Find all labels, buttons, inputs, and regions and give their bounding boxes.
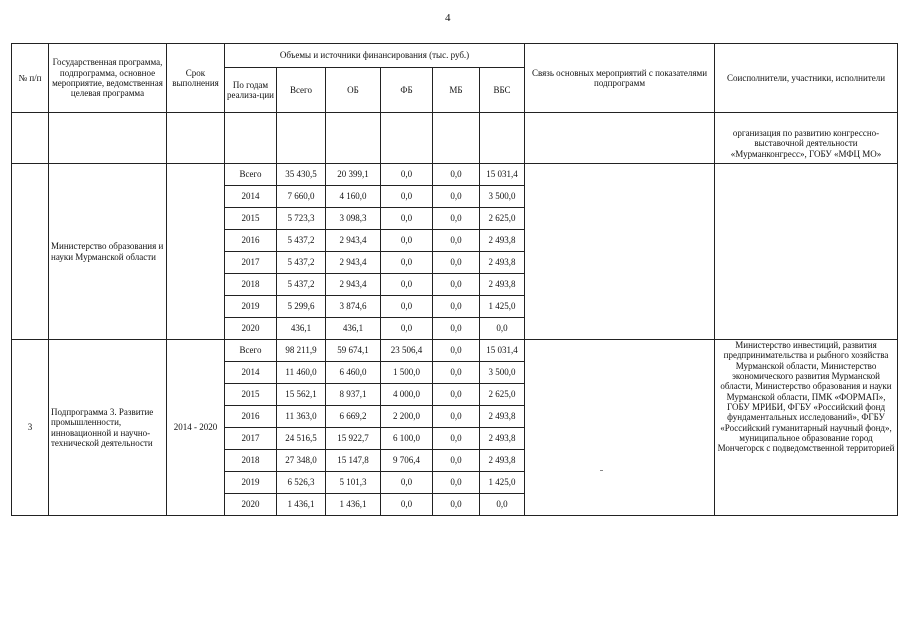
carry-over-coexecutors: организация по развитию конгрессно-выставочной деятельности «Мурманконгресс», ГОБУ «МФЦ МО» <box>715 113 898 164</box>
mb-cell: 0,0 <box>433 340 480 362</box>
fb-cell: 2 200,0 <box>381 406 433 428</box>
table-row <box>12 340 898 362</box>
total-cell: 7 660,0 <box>277 186 326 208</box>
vbs-cell: 3 500,0 <box>480 186 525 208</box>
vbs-cell: 0,0 <box>480 494 525 516</box>
header-ob: ОБ <box>326 68 381 113</box>
total-cell: 436,1 <box>277 318 326 340</box>
ob-cell: 20 399,1 <box>326 164 381 186</box>
carry-cell <box>167 113 225 164</box>
year-cell: 2019 <box>225 296 277 318</box>
section-num: 3 <box>12 340 49 516</box>
fb-cell: 0,0 <box>381 472 433 494</box>
section-link-cell <box>525 340 715 516</box>
vbs-cell: 2 625,0 <box>480 208 525 230</box>
fb-cell: 0,0 <box>381 230 433 252</box>
header-total: Всего <box>277 68 326 113</box>
vbs-cell: 1 425,0 <box>480 296 525 318</box>
total-cell: 15 562,1 <box>277 384 326 406</box>
mb-cell: 0,0 <box>433 208 480 230</box>
total-cell: 5 437,2 <box>277 274 326 296</box>
header-vbs: ВБС <box>480 68 525 113</box>
ob-cell: 15 922,7 <box>326 428 381 450</box>
year-cell: 2015 <box>225 384 277 406</box>
total-cell: 5 723,3 <box>277 208 326 230</box>
carry-cell <box>12 113 49 164</box>
section-coexecutors <box>715 164 898 340</box>
ob-cell: 436,1 <box>326 318 381 340</box>
year-cell: 2017 <box>225 428 277 450</box>
mb-cell: 0,0 <box>433 318 480 340</box>
year-cell: Всего <box>225 340 277 362</box>
carry-cell <box>433 113 480 164</box>
carry-cell <box>480 113 525 164</box>
year-cell: 2014 <box>225 186 277 208</box>
carry-cell <box>277 113 326 164</box>
carry-cell <box>326 113 381 164</box>
vbs-cell: 2 493,8 <box>480 252 525 274</box>
vbs-cell: 15 031,4 <box>480 340 525 362</box>
ob-cell: 4 160,0 <box>326 186 381 208</box>
total-cell: 11 363,0 <box>277 406 326 428</box>
year-cell: Всего <box>225 164 277 186</box>
mb-cell: 0,0 <box>433 406 480 428</box>
mb-cell: 0,0 <box>433 450 480 472</box>
carry-cell <box>225 113 277 164</box>
year-cell: 2020 <box>225 494 277 516</box>
scan-speck <box>600 470 603 471</box>
carry-cell <box>49 113 167 164</box>
header-program: Государственная программа, подпрограмма, основное мероприятие, ведомственная целевая программа <box>49 44 167 113</box>
mb-cell: 0,0 <box>433 296 480 318</box>
year-cell: 2019 <box>225 472 277 494</box>
header-fb: ФБ <box>381 68 433 113</box>
total-cell: 5 437,2 <box>277 252 326 274</box>
ob-cell: 3 874,6 <box>326 296 381 318</box>
ob-cell: 6 460,0 <box>326 362 381 384</box>
year-cell: 2018 <box>225 450 277 472</box>
year-cell: 2014 <box>225 362 277 384</box>
total-cell: 35 430,5 <box>277 164 326 186</box>
mb-cell: 0,0 <box>433 252 480 274</box>
mb-cell: 0,0 <box>433 362 480 384</box>
header-link: Связь основных мероприятий с показателями подпрограмм <box>525 44 715 113</box>
year-cell: 2016 <box>225 406 277 428</box>
vbs-cell: 3 500,0 <box>480 362 525 384</box>
vbs-cell: 0,0 <box>480 318 525 340</box>
ob-cell: 59 674,1 <box>326 340 381 362</box>
year-cell: 2017 <box>225 252 277 274</box>
vbs-cell: 1 425,0 <box>480 472 525 494</box>
header-by-years: По годам реализа-ции <box>225 68 277 113</box>
year-cell: 2016 <box>225 230 277 252</box>
ob-cell: 8 937,1 <box>326 384 381 406</box>
year-cell: 2018 <box>225 274 277 296</box>
carry-cell <box>381 113 433 164</box>
section-num <box>12 164 49 340</box>
header-coexecutors: Соисполнители, участники, исполнители <box>715 44 898 113</box>
total-cell: 98 211,9 <box>277 340 326 362</box>
total-cell: 1 436,1 <box>277 494 326 516</box>
fb-cell: 0,0 <box>381 252 433 274</box>
vbs-cell: 2 493,8 <box>480 274 525 296</box>
total-cell: 5 437,2 <box>277 230 326 252</box>
mb-cell: 0,0 <box>433 164 480 186</box>
mb-cell: 0,0 <box>433 494 480 516</box>
section-link-cell <box>525 164 715 340</box>
page-number: 4 <box>445 12 451 24</box>
ob-cell: 1 436,1 <box>326 494 381 516</box>
fb-cell: 6 100,0 <box>381 428 433 450</box>
mb-cell: 0,0 <box>433 186 480 208</box>
fb-cell: 0,0 <box>381 494 433 516</box>
vbs-cell: 2 493,8 <box>480 406 525 428</box>
header-mb: МБ <box>433 68 480 113</box>
section-coexecutors: Министерство инвестиций, развития предпринимательства и рыбного хозяйства Мурманской области, Министерство экономического развития Мурманской области, Министерство образования и науки Мурманской области, ПМК «ФОРМАП», ГОБУ МРИБИ, ФГБУ «Российский фонд фундаментальных исследований», ФГБУ «Российский гуманитарный научный фонд», муниципальное образование город Мончегорск с подведомственной территорией <box>715 340 898 516</box>
ob-cell: 5 101,3 <box>326 472 381 494</box>
mb-cell: 0,0 <box>433 274 480 296</box>
vbs-cell: 2 625,0 <box>480 384 525 406</box>
mb-cell: 0,0 <box>433 230 480 252</box>
header-funding: Объемы и источники финансирования (тыс. руб.) <box>225 44 525 68</box>
ob-cell: 15 147,8 <box>326 450 381 472</box>
section-term <box>167 164 225 340</box>
fb-cell: 0,0 <box>381 186 433 208</box>
total-cell: 24 516,5 <box>277 428 326 450</box>
carry-cell <box>525 113 715 164</box>
fb-cell: 0,0 <box>381 274 433 296</box>
fb-cell: 0,0 <box>381 164 433 186</box>
ob-cell: 2 943,4 <box>326 230 381 252</box>
table-row <box>12 164 898 186</box>
total-cell: 27 348,0 <box>277 450 326 472</box>
vbs-cell: 15 031,4 <box>480 164 525 186</box>
fb-cell: 4 000,0 <box>381 384 433 406</box>
mb-cell: 0,0 <box>433 428 480 450</box>
fb-cell: 23 506,4 <box>381 340 433 362</box>
ob-cell: 2 943,4 <box>326 252 381 274</box>
vbs-cell: 2 493,8 <box>480 450 525 472</box>
header-num: № п/п <box>12 44 49 113</box>
mb-cell: 0,0 <box>433 472 480 494</box>
ob-cell: 3 098,3 <box>326 208 381 230</box>
fb-cell: 9 706,4 <box>381 450 433 472</box>
section-term: 2014 - 2020 <box>167 340 225 516</box>
total-cell: 5 299,6 <box>277 296 326 318</box>
header-term: Срок выполнения <box>167 44 225 113</box>
fb-cell: 0,0 <box>381 318 433 340</box>
vbs-cell: 2 493,8 <box>480 428 525 450</box>
vbs-cell: 2 493,8 <box>480 230 525 252</box>
year-cell: 2015 <box>225 208 277 230</box>
mb-cell: 0,0 <box>433 384 480 406</box>
financing-table <box>11 43 898 516</box>
ob-cell: 6 669,2 <box>326 406 381 428</box>
fb-cell: 1 500,0 <box>381 362 433 384</box>
year-cell: 2020 <box>225 318 277 340</box>
fb-cell: 0,0 <box>381 296 433 318</box>
ob-cell: 2 943,4 <box>326 274 381 296</box>
section-program-name: Подпрограмма 3. Развитие промышленности, инновационной и научно-технической деятельности <box>49 340 167 516</box>
fb-cell: 0,0 <box>381 208 433 230</box>
total-cell: 6 526,3 <box>277 472 326 494</box>
total-cell: 11 460,0 <box>277 362 326 384</box>
section-program-name: Министерство образования и науки Мурманской области <box>49 164 167 340</box>
